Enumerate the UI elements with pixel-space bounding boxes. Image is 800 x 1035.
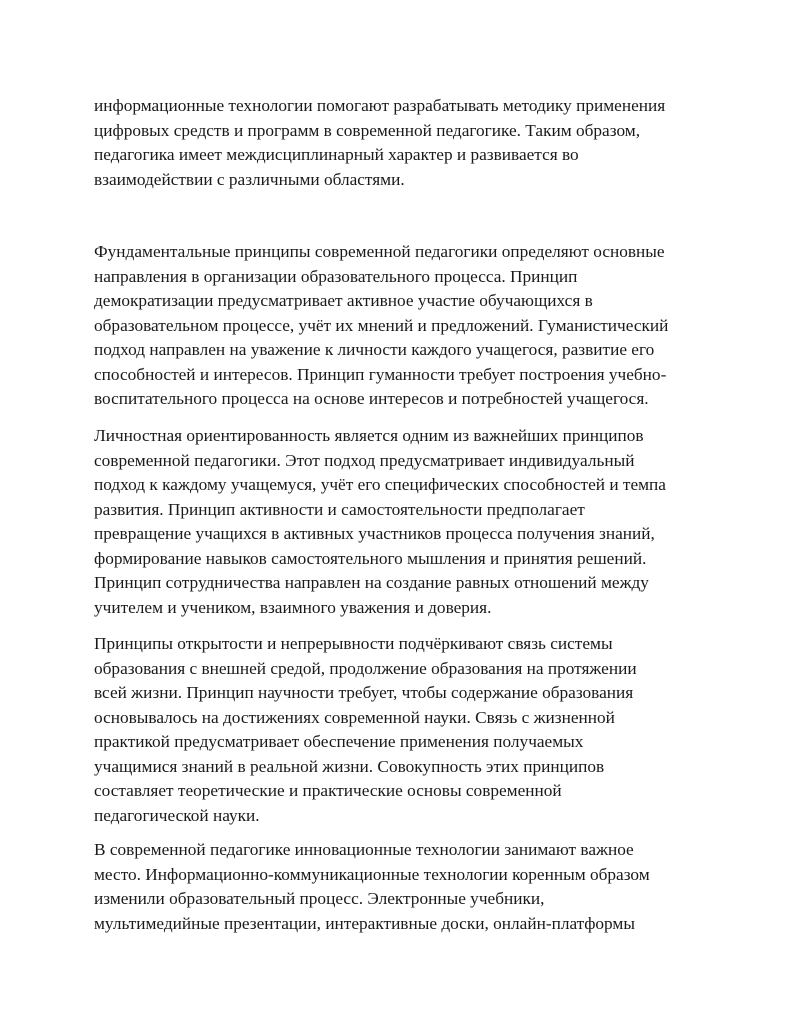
paragraph-line: образования с внешней средой, продолжение образования на протяжении bbox=[94, 658, 637, 678]
paragraph-line: педагогика имеет междисциплинарный характер и развивается во bbox=[94, 145, 579, 164]
paragraph-line: учителем и учеником, взаимного уважения и доверия. bbox=[94, 597, 492, 617]
paragraph-5 bbox=[94, 838, 734, 936]
paragraph-line: практикой предусматривает обеспечение применения получаемых bbox=[94, 732, 584, 751]
paragraph-line: формирование навыков самостоятельного мышления и принятия решений. bbox=[94, 548, 647, 568]
paragraph-line: основывалось на достижениях современной науки. Связь с жизненной bbox=[94, 707, 615, 727]
paragraph-line: взаимодействии с различными областями. bbox=[94, 169, 405, 189]
paragraph-line: подход направлен на уважение к личности каждого учащегося, развитие его bbox=[94, 340, 655, 359]
paragraph-2 bbox=[94, 240, 734, 412]
paragraph-line: демократизации предусматривает активное участие обучающихся в bbox=[94, 291, 593, 310]
paragraph-3 bbox=[94, 424, 734, 620]
paragraph-line: Принципы открытости и непрерывности подчёркивают связь системы bbox=[94, 634, 613, 653]
paragraph-line: В современной педагогике инновационные технологии занимают важное bbox=[94, 840, 634, 859]
paragraph-line: учащимися знаний в реальной жизни. Совокупность этих принципов bbox=[94, 756, 605, 776]
paragraph-line: развития. Принцип активности и самостоятельности предполагает bbox=[94, 499, 585, 519]
paragraph-line: воспитательного процесса на основе интересов и потребностей учащегося. bbox=[94, 389, 649, 408]
paragraph-line: направления в организации образовательного процесса. Принцип bbox=[94, 266, 578, 286]
paragraph-line: образовательном процессе, учёт их мнений и предложений. Гуманистический bbox=[94, 315, 669, 335]
paragraph-4 bbox=[94, 632, 734, 828]
paragraph-line: способностей и интересов. Принцип гуманности требует построения учебно- bbox=[94, 364, 667, 384]
paragraph-line: Личностная ориентированность является одним из важнейших принципов bbox=[94, 426, 644, 445]
paragraph-line: мультимедийные презентации, интерактивные доски, онлайн-платформы bbox=[94, 913, 635, 933]
paragraph-line: современной педагогики. Этот подход предусматривает индивидуальный bbox=[94, 450, 635, 470]
paragraph-line: информационные технологии помогают разрабатывать методику применения bbox=[94, 96, 666, 115]
paragraph-line: всей жизни. Принцип научности требует, чтобы содержание образования bbox=[94, 683, 634, 702]
paragraph-line: превращение учащихся в активных участников процесса получения знаний, bbox=[94, 524, 655, 543]
paragraph-line: изменили образовательный процесс. Электронные учебники, bbox=[94, 889, 545, 908]
paragraph-line: цифровых средств и программ в современной педагогике. Таким образом, bbox=[94, 120, 641, 140]
paragraph-line: Фундаментальные принципы современной педагогики определяют основные bbox=[94, 242, 665, 261]
paragraph-line: составляет теоретические и практические основы современной bbox=[94, 781, 562, 800]
paragraph-line: подход к каждому учащемуся, учёт его специфических способностей и темпа bbox=[94, 475, 666, 494]
paragraph-line: педагогической науки. bbox=[94, 805, 260, 825]
paragraph-line: Принцип сотрудничества направлен на создание равных отношений между bbox=[94, 573, 649, 592]
paragraph-line: место. Информационно-коммуникационные технологии коренным образом bbox=[94, 864, 650, 884]
paragraph-1 bbox=[94, 94, 734, 192]
